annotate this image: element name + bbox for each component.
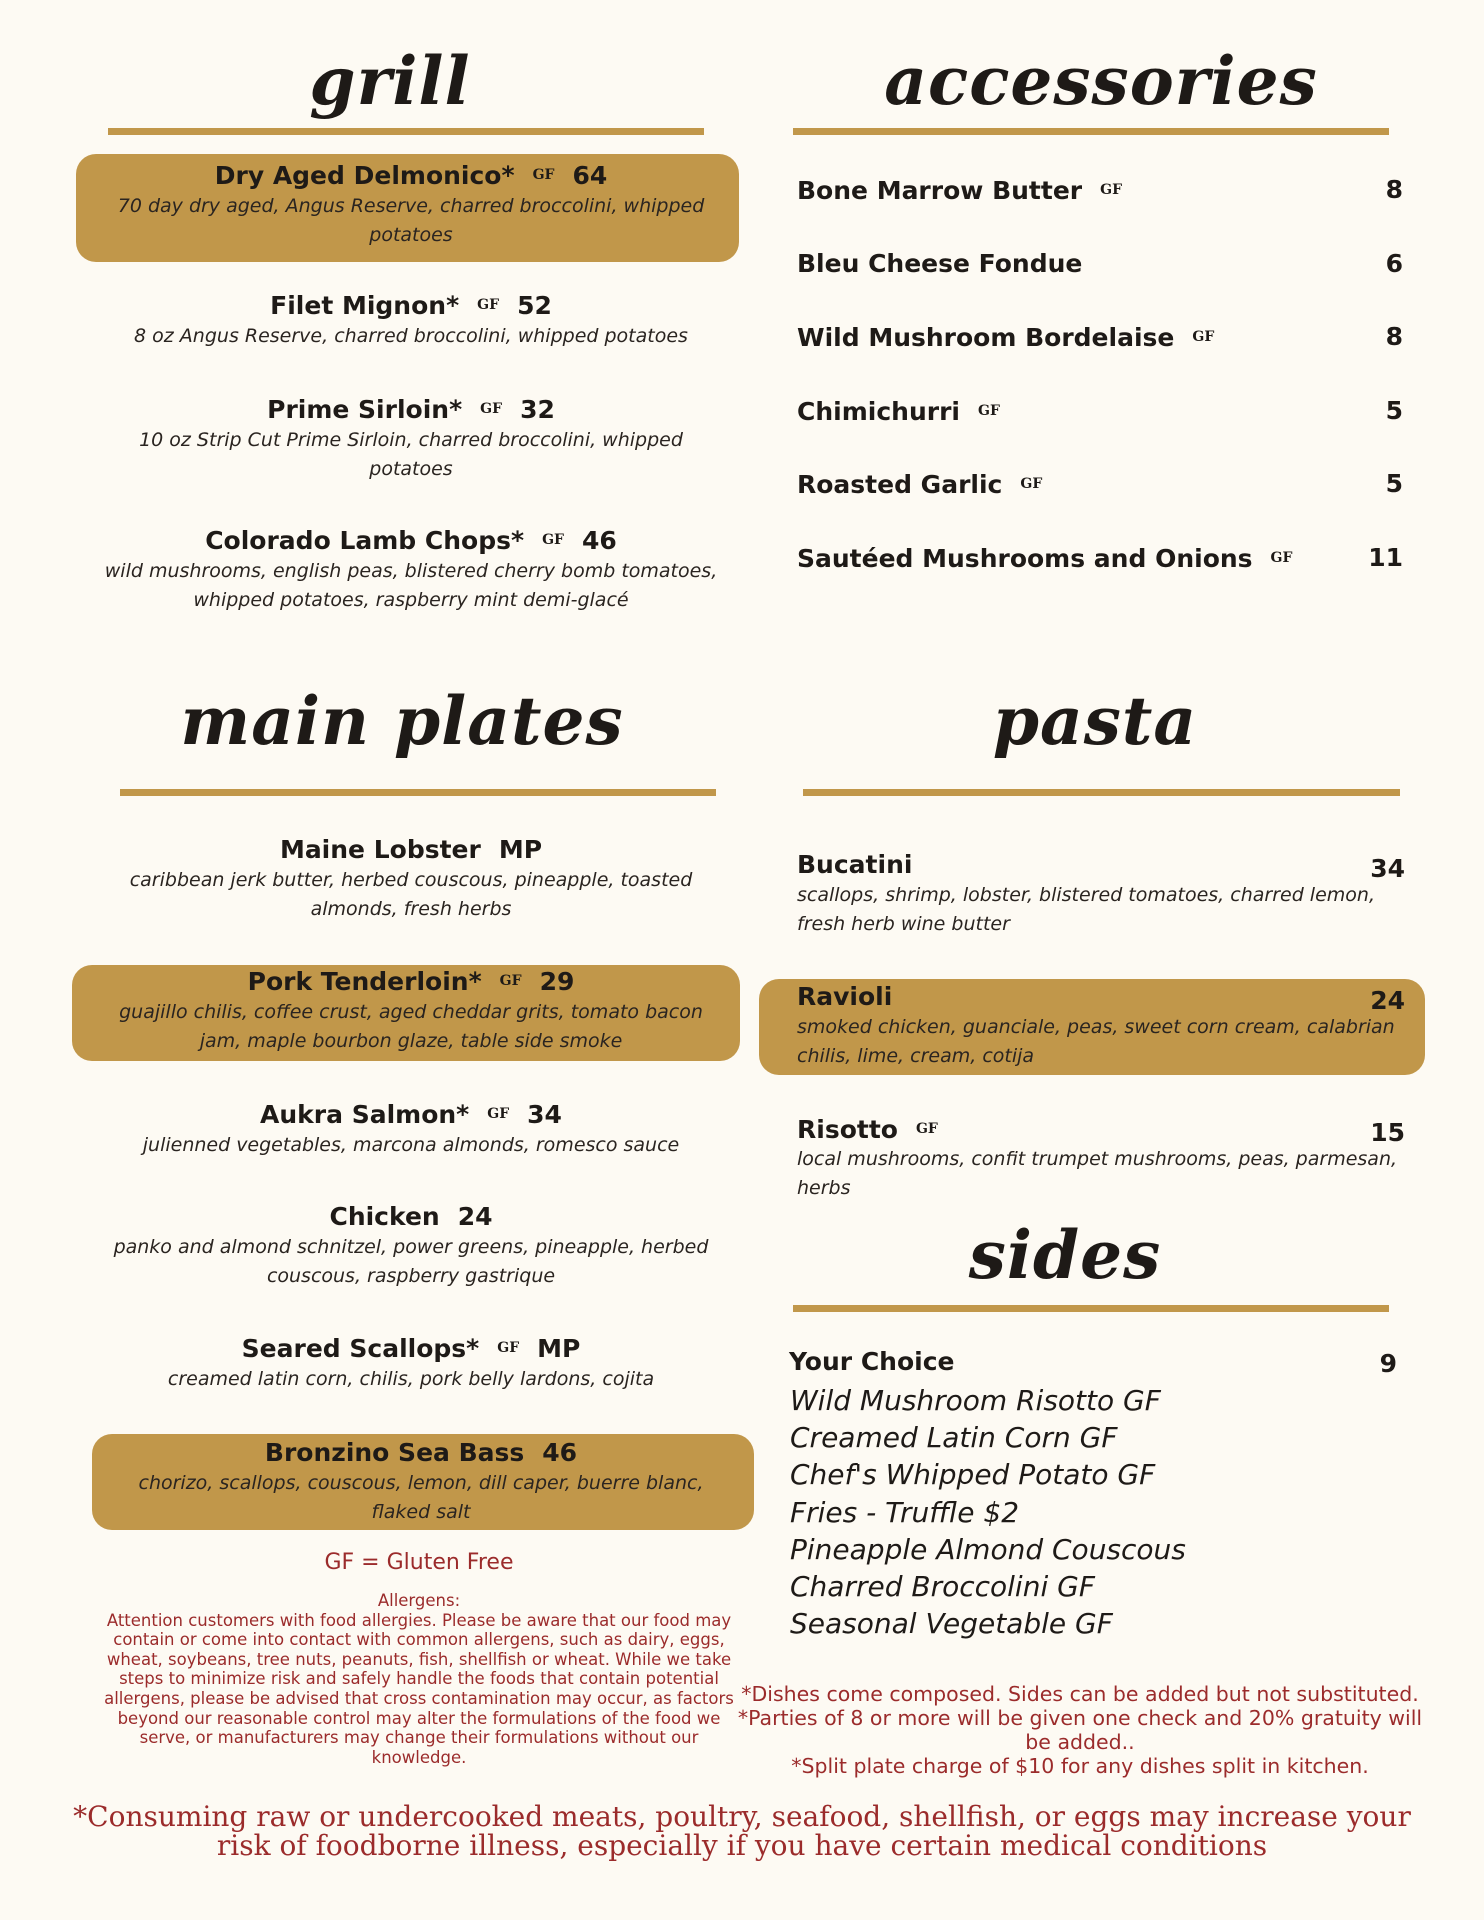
menu-item bbox=[106, 1333, 716, 1394]
item-price: 32 bbox=[520, 395, 555, 424]
item-price: 46 bbox=[542, 1438, 578, 1467]
allergen-title: Allergens: bbox=[377, 1591, 461, 1610]
policy-note: *Parties of 8 or more will be given one check and 20% gratuity will be added.. bbox=[737, 1706, 1423, 1754]
item-name: Your Choice bbox=[789, 1347, 955, 1376]
allergen-text: Attention customers with food allergies. Please be aware that our food may contain or come into contact with common allergens, such as dairy, eggs, wheat, soybeans, tree nuts, peanuts, fish, shellfish or wheat. While we take steps to minimize risk and safely handle the foods that contain potential allergens, please be advised that cross contamination may occur, as factors beyond our reasonable control may alter the formulations of the food we serve, or manufacturers may change their formulations without our knowledge. bbox=[104, 1610, 734, 1767]
menu-item bbox=[116, 1437, 726, 1527]
accessory-row bbox=[797, 317, 1403, 357]
item-description: local mushrooms, confit trumpet mushrooms, peas, parmesan, herbs bbox=[797, 1148, 1398, 1199]
list-item: Wild Mushroom Risotto GF bbox=[790, 1384, 1161, 1417]
list-item: Chef's Whipped Potato GF bbox=[790, 1458, 1156, 1492]
section-divider bbox=[793, 128, 1389, 135]
gf-marker: GF bbox=[542, 532, 564, 548]
list-item: Creamed Latin Corn GF bbox=[790, 1421, 1118, 1455]
menu-item bbox=[106, 966, 716, 1056]
item-name: Ravioli bbox=[797, 982, 893, 1011]
sides-heading bbox=[789, 1346, 1397, 1382]
accessory-row bbox=[797, 391, 1403, 431]
menu-item bbox=[797, 849, 1405, 939]
gf-marker: GF bbox=[480, 401, 503, 417]
accessory-row bbox=[797, 244, 1403, 284]
item-name: Colorado Lamb Chops* bbox=[205, 526, 525, 555]
accessory-row bbox=[797, 538, 1403, 578]
gf-marker: GF bbox=[1100, 182, 1123, 198]
gf-marker: GF bbox=[1020, 476, 1043, 492]
item-price: MP bbox=[537, 1334, 581, 1363]
gf-marker: GF bbox=[532, 167, 555, 183]
item-name: Seared Scallops* bbox=[241, 1334, 480, 1363]
item-name: Dry Aged Delmonico* bbox=[214, 161, 515, 190]
item-name: Chicken bbox=[329, 1202, 440, 1231]
item-price: 34 bbox=[527, 1100, 562, 1129]
item-price: 8 bbox=[1385, 322, 1403, 351]
item-price: 46 bbox=[581, 526, 617, 555]
accessory-row bbox=[797, 464, 1403, 504]
item-description: smoked chicken, guanciale, peas, sweet corn cream, calabrian chilis, lime, cream, cotija bbox=[797, 1016, 1395, 1067]
section-title-main-plates: main plates bbox=[180, 682, 624, 760]
gf-marker: GF bbox=[499, 973, 522, 989]
item-price: 5 bbox=[1385, 469, 1403, 498]
gf-legend: GF = Gluten Free bbox=[324, 1550, 514, 1575]
menu-item bbox=[106, 834, 716, 924]
menu-item bbox=[797, 981, 1405, 1071]
item-description: panko and almond schnitzel, power greens, pineapple, herbed couscous, raspberry gastrique bbox=[113, 1236, 709, 1287]
item-description: guajillo chilis, coffee crust, aged cheddar grits, tomato bacon jam, maple bourbon glaze, table side smoke bbox=[119, 1001, 703, 1052]
menu-item bbox=[106, 394, 716, 484]
gf-marker: GF bbox=[1192, 329, 1215, 345]
policy-notes bbox=[725, 1682, 1435, 1778]
menu-item bbox=[106, 160, 716, 250]
section-divider bbox=[803, 789, 1400, 796]
menu-item bbox=[96, 525, 726, 615]
item-description: caribbean jerk butter, herbed couscous, pineapple, toasted almonds, fresh herbs bbox=[129, 869, 693, 920]
accessory-row bbox=[797, 170, 1403, 210]
item-price: 29 bbox=[539, 967, 575, 996]
item-description: scallops, shrimp, lobster, blistered tomatoes, charred lemon, fresh herb wine butter bbox=[797, 884, 1375, 935]
item-name: Roasted Garlic bbox=[797, 470, 1003, 499]
section-title-grill: grill bbox=[309, 42, 471, 120]
list-item: Charred Broccolini GF bbox=[790, 1570, 1095, 1604]
item-price: 6 bbox=[1385, 249, 1403, 278]
gf-marker: GF bbox=[477, 297, 500, 313]
list-item: Pineapple Almond Couscous bbox=[790, 1532, 1186, 1566]
item-price: 9 bbox=[1379, 1349, 1397, 1378]
item-description: 8 oz Angus Reserve, charred broccolini, whipped potatoes bbox=[134, 325, 688, 347]
gf-marker: GF bbox=[977, 403, 1000, 419]
section-divider bbox=[793, 1305, 1389, 1312]
gf-marker: GF bbox=[1270, 550, 1293, 566]
item-price: 8 bbox=[1385, 175, 1403, 204]
item-name: Wild Mushroom Bordelaise bbox=[797, 323, 1175, 352]
gf-marker: GF bbox=[497, 1340, 520, 1356]
allergen-notice bbox=[92, 1591, 746, 1767]
policy-note: *Dishes come composed. Sides can be added but not substituted. bbox=[741, 1682, 1419, 1706]
section-title-sides: sides bbox=[968, 1216, 1162, 1294]
item-name: Pork Tenderloin* bbox=[247, 967, 482, 996]
item-name: Sautéed Mushrooms and Onions bbox=[797, 544, 1253, 573]
item-name: Aukra Salmon* bbox=[260, 1100, 470, 1129]
item-price: 34 bbox=[1370, 854, 1405, 883]
item-description: creamed latin corn, chilis, pork belly lardons, cojita bbox=[167, 1368, 655, 1390]
item-name: Bleu Cheese Fondue bbox=[797, 249, 1083, 278]
sides-list bbox=[790, 1382, 1410, 1642]
list-item: Seasonal Vegetable GF bbox=[790, 1607, 1113, 1641]
menu-item bbox=[106, 290, 716, 351]
item-description: 10 oz Strip Cut Prime Sirloin, charred broccolini, whipped potatoes bbox=[139, 429, 683, 480]
item-description: 70 day dry aged, Angus Reserve, charred broccolini, whipped potatoes bbox=[117, 195, 705, 246]
menu-item bbox=[797, 1113, 1405, 1203]
policy-note: *Split plate charge of $10 for any dishes split in kitchen. bbox=[791, 1754, 1369, 1778]
section-divider bbox=[120, 789, 716, 796]
item-price: 24 bbox=[457, 1202, 493, 1231]
item-description: chorizo, scallops, couscous, lemon, dill caper, buerre blanc, flaked salt bbox=[138, 1472, 704, 1523]
item-price: 5 bbox=[1385, 396, 1403, 425]
item-name: Prime Sirloin* bbox=[267, 395, 463, 424]
item-name: Chimichurri bbox=[797, 397, 960, 426]
section-title-pasta: pasta bbox=[992, 682, 1198, 760]
consumption-warning: *Consuming raw or undercooked meats, poultry, seafood, shellfish, or eggs may increase your risk of foodborne illness, especially if you have certain medical conditions bbox=[73, 1800, 1411, 1862]
item-name: Bucatini bbox=[797, 850, 913, 879]
item-name: Bronzino Sea Bass bbox=[264, 1438, 525, 1467]
item-price: 64 bbox=[572, 161, 608, 190]
item-name: Maine Lobster bbox=[279, 835, 481, 864]
item-name: Filet Mignon* bbox=[270, 291, 460, 320]
item-price: 52 bbox=[517, 291, 552, 320]
menu-item bbox=[106, 1099, 716, 1160]
item-price: 11 bbox=[1368, 543, 1403, 572]
list-item: Fries - Truffle $2 bbox=[790, 1495, 1020, 1529]
section-divider bbox=[108, 128, 704, 135]
menu-item bbox=[106, 1201, 716, 1291]
gf-marker: GF bbox=[915, 1121, 938, 1137]
item-description: wild mushrooms, english peas, blistered cherry bomb tomatoes, whipped potatoes, raspberry mint demi-glacé bbox=[104, 560, 718, 611]
section-title-accessories: accessories bbox=[884, 42, 1318, 120]
item-price: MP bbox=[498, 835, 543, 864]
item-price: 24 bbox=[1370, 986, 1405, 1015]
item-price: 15 bbox=[1370, 1118, 1405, 1147]
item-description: julienned vegetables, marcona almonds, romesco sauce bbox=[142, 1134, 680, 1156]
item-name: Bone Marrow Butter bbox=[797, 176, 1083, 205]
item-name: Risotto bbox=[797, 1115, 898, 1144]
gf-marker: GF bbox=[487, 1106, 510, 1122]
